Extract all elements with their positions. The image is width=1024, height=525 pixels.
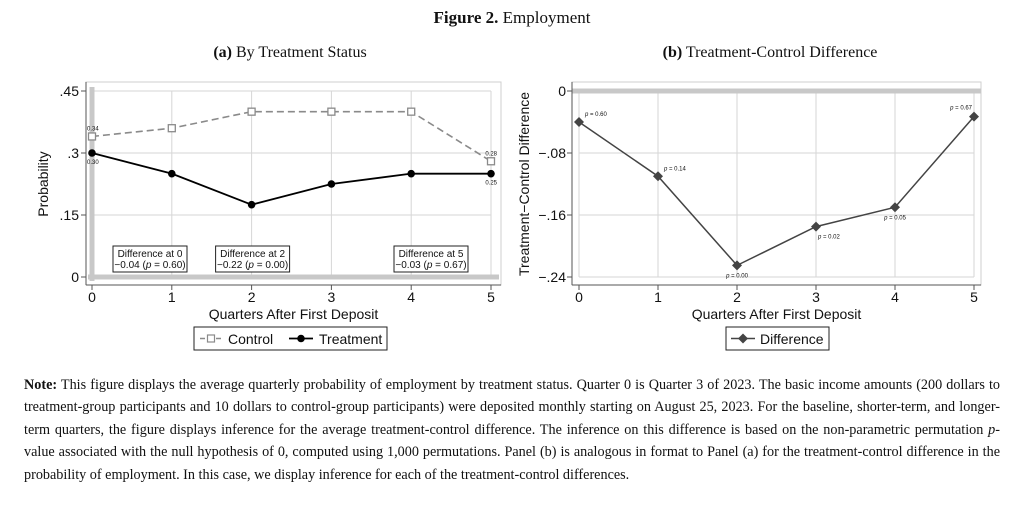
panel-b-legend-label: Difference bbox=[760, 331, 824, 347]
panel-a-treatment-marker bbox=[328, 180, 336, 188]
panel-b-xtick-label: 3 bbox=[812, 289, 820, 305]
panel-b-ytick-label: −.24 bbox=[538, 269, 566, 285]
panel-a-control-point-label: 0.28 bbox=[485, 151, 497, 158]
panel-a-control-line bbox=[92, 112, 491, 162]
note-text-1: This figure displays the average quarterly probability of employment by treatment status. Quarter 0 is Quarter 3 of 2023. The basic income amounts (200 dollars to treatment-group participants and 10 dollars to control-group participants) were deposited monthly starting on August 25, 2023. For the baseline, shorter-term, and longer-term quarters, the figure displays inference for the average treatment-control difference. The inference on this difference is based on the non-parametric permutation bbox=[24, 377, 1000, 438]
panel-a-legend bbox=[194, 327, 387, 350]
panel-a-treatment-marker bbox=[248, 201, 256, 209]
panel-a-annotation-title: Difference at 2 bbox=[220, 249, 286, 260]
panel-a-xtick-label: 0 bbox=[88, 289, 96, 305]
panel-b-y-axis-title: Treatment−Control Difference bbox=[516, 91, 532, 277]
panel-a-control-marker bbox=[328, 108, 335, 115]
panel-a-ytick-label: .15 bbox=[59, 207, 79, 223]
panel-b-difference-line bbox=[579, 117, 974, 266]
note-text-2: -value associated with the null hypothesis of 0, computed using 1,000 permutations. Panel (b) is analogous in format to Panel (a) for the treatment-control difference in the probability of employment. In this case, we display inference for each of the treatment-control differences. bbox=[24, 421, 1000, 483]
panel-a-title-text: By Treatment Status bbox=[235, 44, 367, 61]
panel-a-ytick-label: .3 bbox=[67, 145, 79, 161]
panel-a-annotation-value: −0.03 (p = 0.67) bbox=[395, 260, 467, 271]
panel-a-annotation-title: Difference at 5 bbox=[398, 249, 464, 260]
panel-a-xtick-label: 1 bbox=[167, 289, 176, 305]
panel-b-p-value-label: p = 0.05 bbox=[884, 215, 906, 222]
panel-b-p-value-label: p = 0.00 bbox=[726, 273, 748, 280]
panel-b-p-value-label: p = 0.02 bbox=[818, 234, 840, 241]
panel-a-control-marker bbox=[89, 133, 96, 140]
panel-b-plot-frame bbox=[572, 82, 981, 285]
note-p-italic: p bbox=[988, 421, 996, 438]
panel-a-control-marker bbox=[168, 125, 175, 132]
panel-a-legend-control-marker bbox=[208, 335, 215, 342]
panel-b-difference-marker bbox=[811, 222, 821, 232]
panel-b-title-text: Treatment-Control Difference bbox=[685, 44, 878, 61]
panel-a-legend-treatment-label: Treatment bbox=[319, 331, 383, 347]
panel-a-control-marker bbox=[248, 108, 255, 115]
panel-b-letter: (b) bbox=[662, 44, 683, 61]
panel-a-control-point-label: 0.34 bbox=[87, 126, 99, 133]
panel-b-xtick-label: 4 bbox=[891, 289, 899, 305]
panel-b-xtick-label: 1 bbox=[654, 289, 662, 305]
panel-b-legend bbox=[726, 327, 829, 350]
panel-a-ytick-label: 0 bbox=[71, 269, 79, 285]
panel-b-ytick-label: 0 bbox=[558, 83, 566, 99]
figure-label: Figure 2. bbox=[433, 8, 499, 27]
panel-b-p-value-label: p = 0.60 bbox=[585, 112, 607, 118]
panel-b-p-value-label: p = 0.14 bbox=[664, 166, 686, 173]
panel-a-legend-control-label: Control bbox=[228, 331, 274, 347]
panel-a-annotation-title: Difference at 0 bbox=[117, 249, 183, 260]
panel-b-ytick-label: −.08 bbox=[538, 145, 566, 161]
panel-a-annotation-value: −0.04 (p = 0.60) bbox=[114, 260, 186, 271]
panel-a-x-axis-title: Quarters After First Deposit bbox=[208, 306, 379, 322]
panel-a-treatment-marker bbox=[88, 149, 96, 157]
panel-b-p-value-label: p = 0.67 bbox=[950, 105, 972, 112]
panel-a-xtick-label: 2 bbox=[247, 289, 256, 305]
panel-a-xtick-label: 3 bbox=[327, 289, 336, 305]
figure-title-text: Employment bbox=[502, 8, 591, 27]
panel-a-treatment-marker bbox=[487, 170, 495, 178]
panel-a-treatment-marker bbox=[168, 170, 176, 178]
panel-a-legend-treatment-marker bbox=[297, 335, 305, 343]
panel-a-xtick-label: 4 bbox=[407, 289, 416, 305]
panel-a-letter: (a) bbox=[213, 44, 232, 61]
panel-a-xtick-label: 5 bbox=[487, 289, 495, 305]
panel-b-xtick-label: 5 bbox=[970, 289, 978, 305]
panel-a-annotation-value: −0.22 (p = 0.00) bbox=[217, 260, 289, 271]
panel-b-difference-marker bbox=[574, 117, 584, 127]
panel-a-treatment-point-label: 0.30 bbox=[87, 160, 99, 166]
panel-b-x-axis-title: Quarters After First Deposit bbox=[691, 306, 862, 322]
panel-a-control-marker bbox=[488, 158, 495, 165]
panel-a-y-axis-title: Probability bbox=[35, 151, 51, 217]
figure-note bbox=[24, 374, 1000, 486]
panel-b-xtick-label: 2 bbox=[733, 289, 741, 305]
note-label: Note: bbox=[24, 377, 58, 393]
panel-b-xtick-label: 0 bbox=[575, 289, 583, 305]
panel-a-treatment-line bbox=[92, 153, 491, 205]
panel-a-treatment-point-label: 0.25 bbox=[485, 180, 497, 187]
panel-a-control-marker bbox=[408, 108, 415, 115]
panel-b-ytick-label: −.16 bbox=[538, 207, 566, 223]
panel-a-ytick-label: .45 bbox=[59, 83, 79, 99]
panel-a-treatment-marker bbox=[407, 170, 415, 178]
